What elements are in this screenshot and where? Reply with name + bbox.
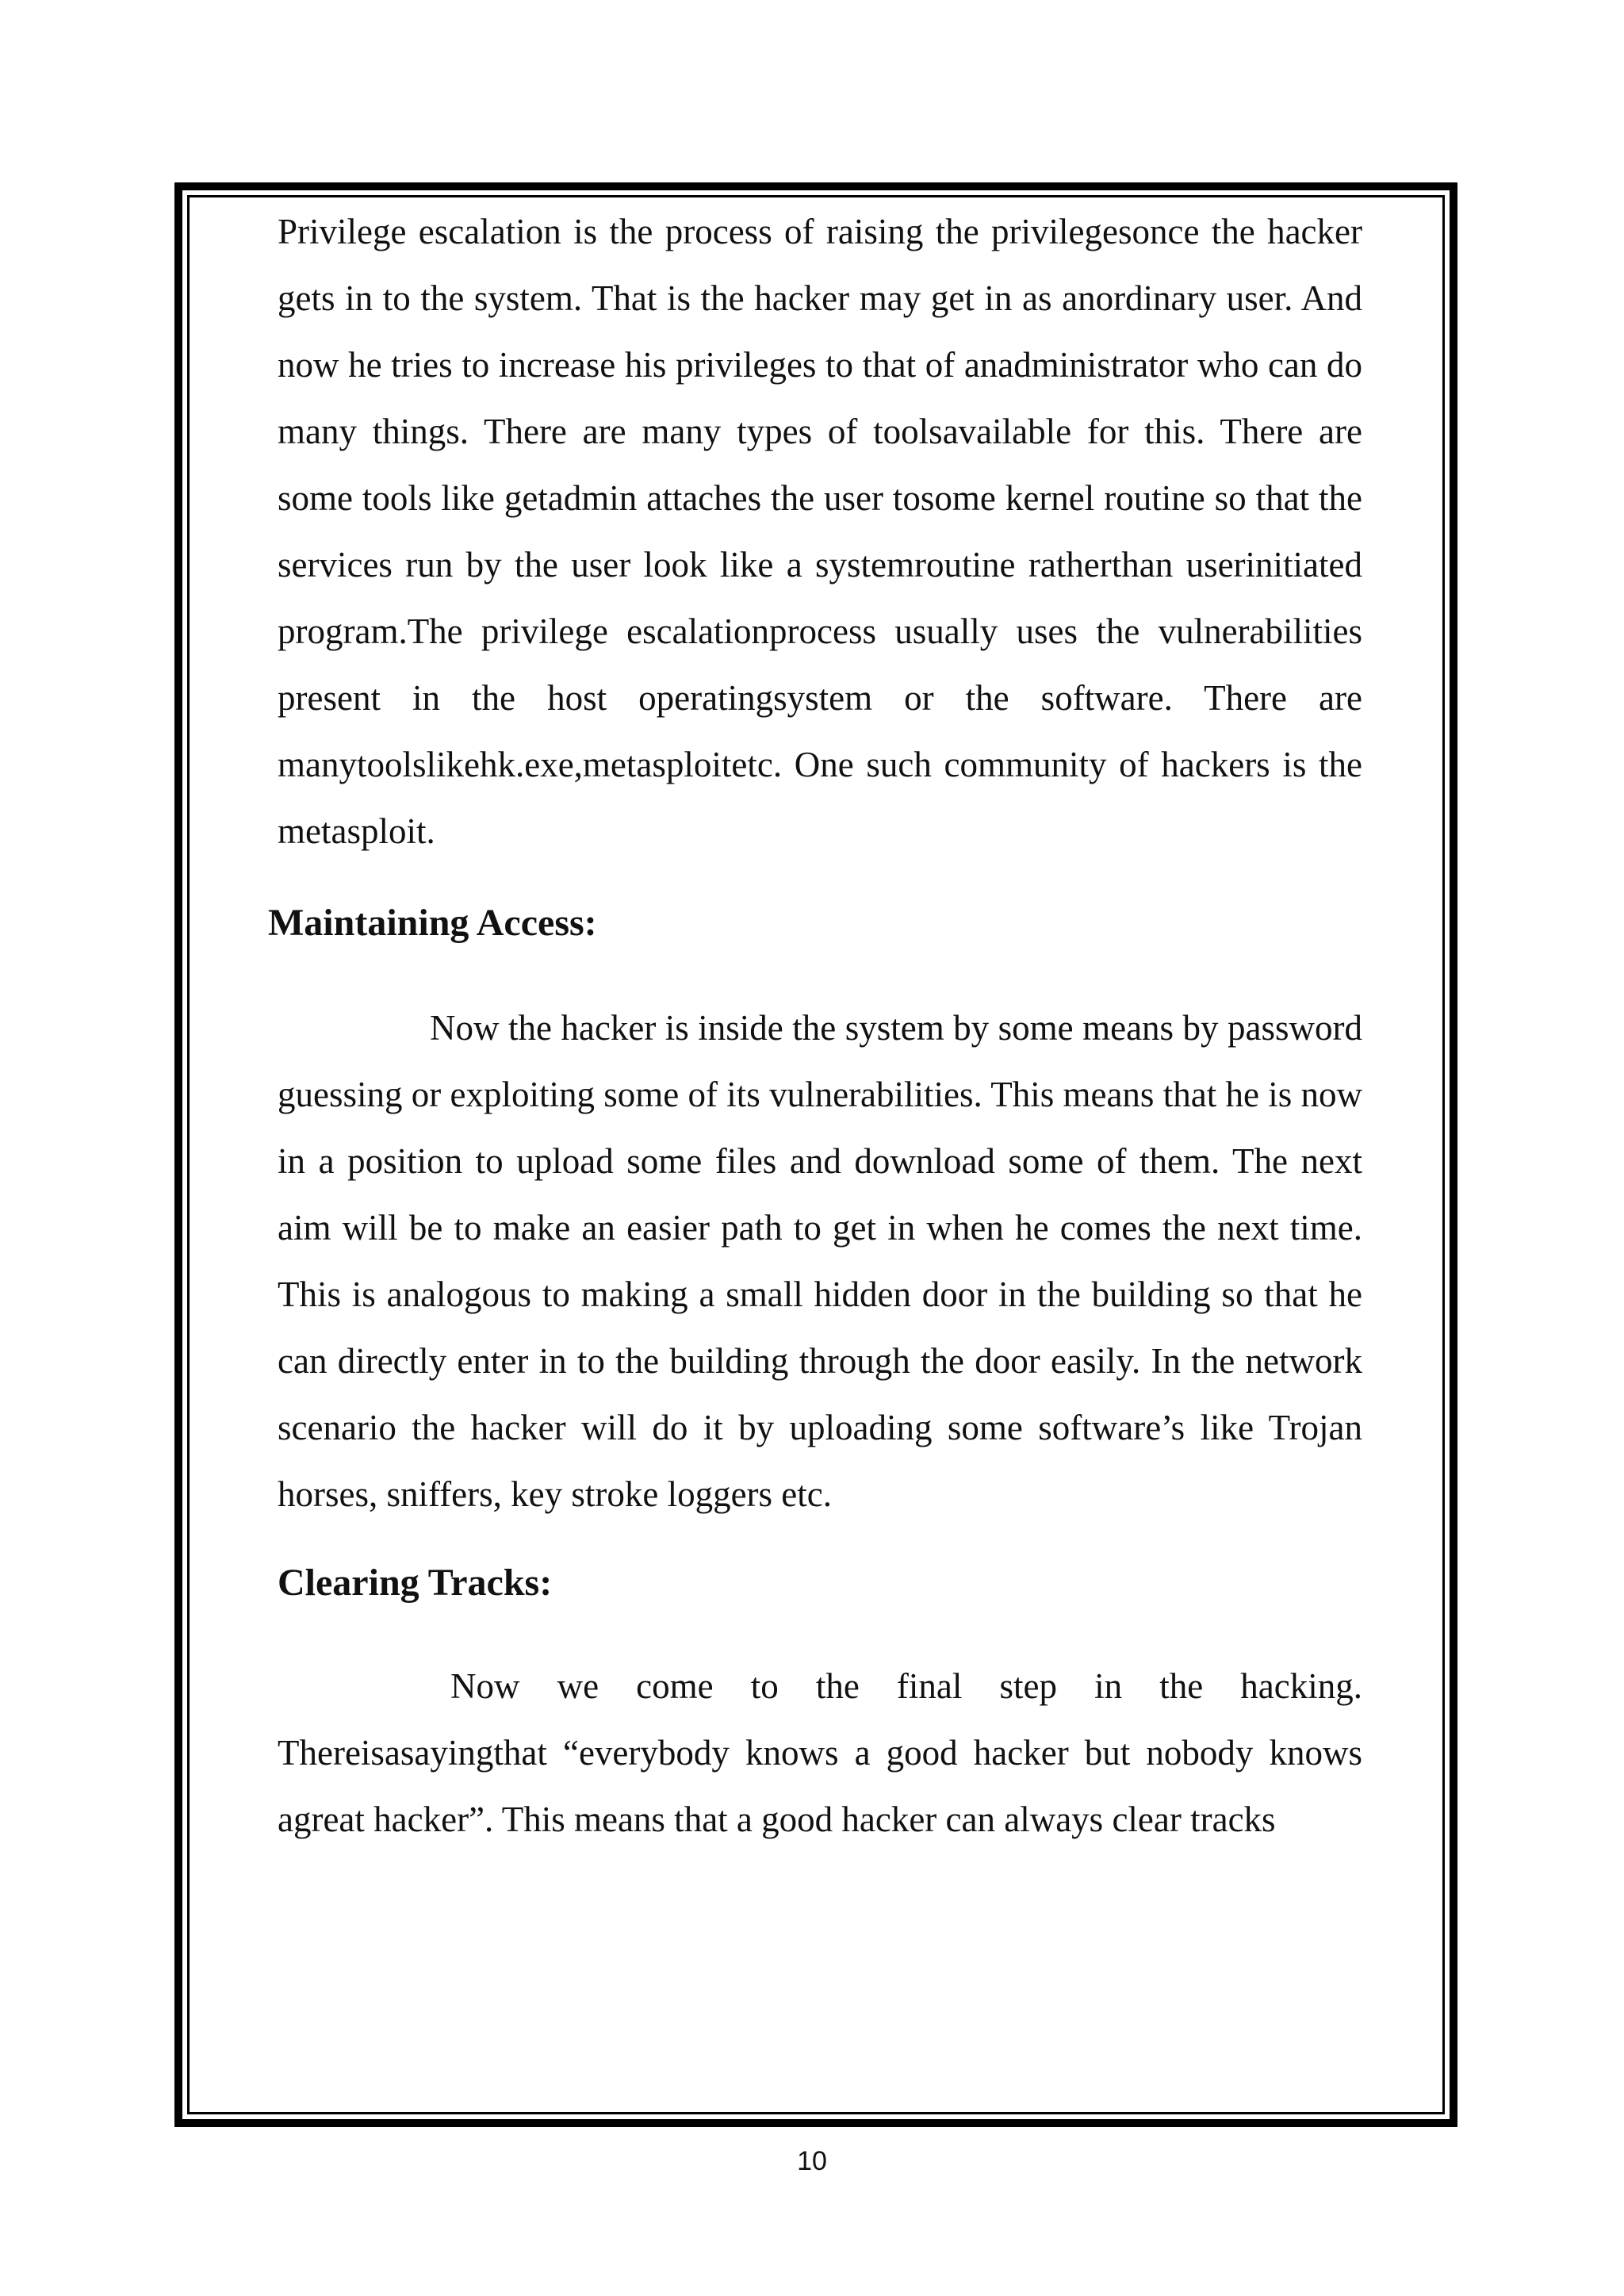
paragraph-clearing-tracks: Now we come to the final step in the hacking. Thereisasayingthat “everybody knows a good hacker but nobody knows agreat hacker”. This means that a good hacker can always clear tracks: [278, 1666, 1362, 1839]
page-number: 10: [797, 2146, 827, 2176]
paragraph-maintaining-access: Now the hacker is inside the system by some means by password guessing or exploiting some of its vulnerabilities. This means that he is now in a position to upload some files and download some of them. The next aim will be to make an easier path to get in when he comes the next time. This is analogous to making a small hidden door in the building so that he can directly enter in to the building through the door easily. In the network scenario the hacker will do it by uploading some software’s like Trojan horses, sniffers, key stroke loggers etc.: [278, 1008, 1362, 1514]
heading-clearing-tracks: Clearing Tracks:: [278, 1562, 553, 1604]
heading-maintaining-access: Maintaining Access:: [268, 902, 597, 944]
paragraph-privilege-escalation: Privilege escalation is the process of raising the privilegesonce the hacker gets in to the system. That is the hacker may get in as anordinary user. And now he tries to increase his privileges to that of anadministrator who can do many things. There are many types of toolsavailable for this. There are some tools like getadmin attaches the user tosome kernel routine so that the services run by the user look like a systemroutine ratherthan userinitiated program.The privilege escalationprocess usually uses the vulnerabilities present in the host operatingsystem or the software. There are manytoolslikehk.exe,metasploitetc. One such community of hackers is the metasploit.: [278, 212, 1362, 851]
page-content: [268, 198, 1362, 1853]
